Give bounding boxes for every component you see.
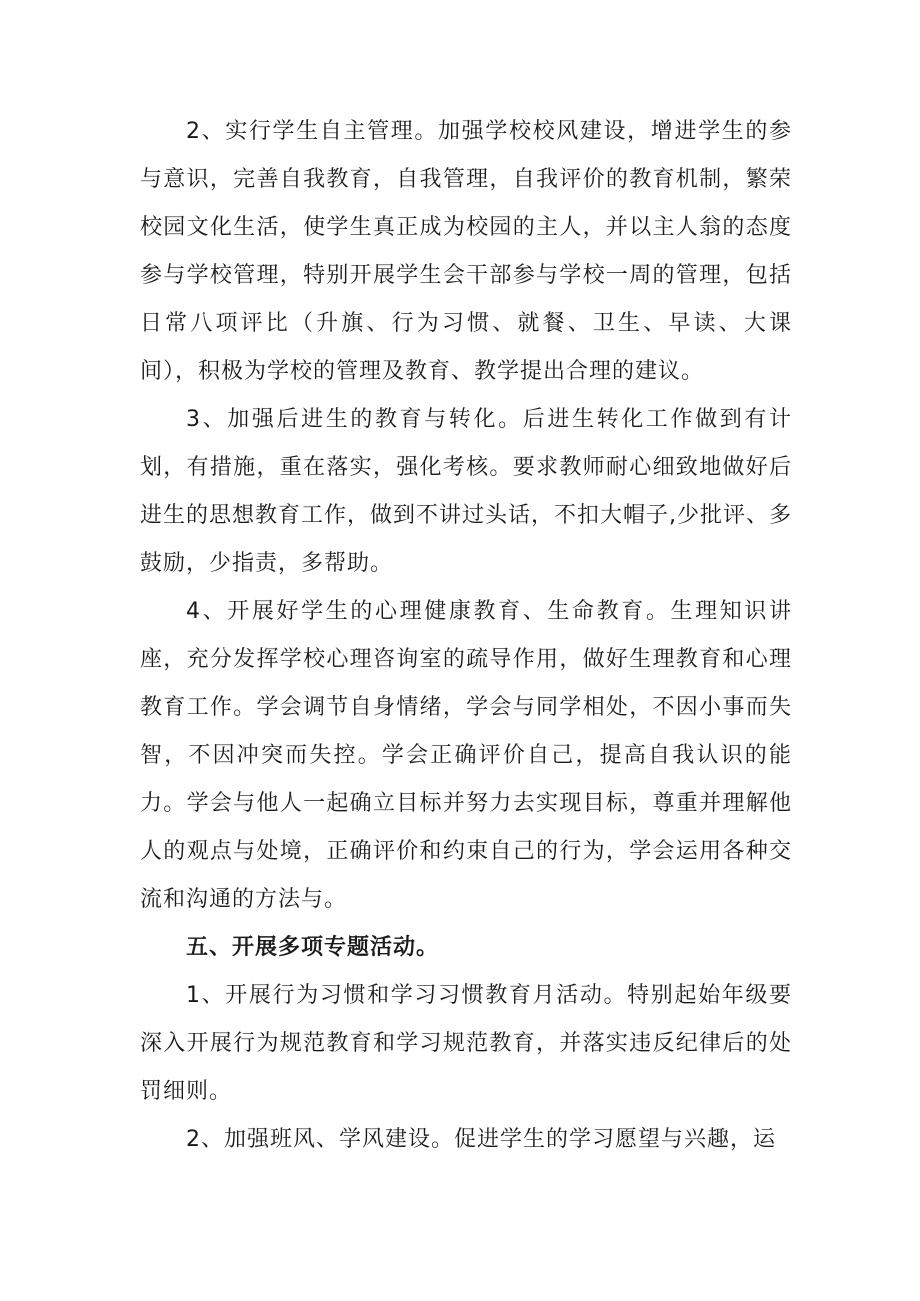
paragraph-mental-health: 4、开展好学生的心理健康教育、生命教育。生理知识讲座，充分发挥学校心理咨询室的疏导作用，做好生理教育和心理教育工作。学会调节自身情绪，学会与同学相处，不因小事而失智，不因冲突而失控。学会正确评价自己，提高自我认识的能力。学会与他人一起确立目标并努力去实现目标，尊重并理解他人的观点与处境，正确评价和约束自己的行为，学会运用各种交流和沟通的方法与。 [140, 599, 792, 912]
paragraph-class-style: 2、加强班风、学风建设。促进学生的学习愿望与兴趣，运 [186, 1127, 776, 1152]
paragraph-habits-month: 1、开展行为习惯和学习习惯教育月活动。特别起始年级要深入开展行为规范教育和学习规范教育，并落实违反纪律后的处罚细则。 [140, 983, 792, 1104]
paragraph-underachiever-education: 3、加强后进生的教育与转化。后进生转化工作做到有计划，有措施，重在落实，强化考核。要求教师耐心细致地做好后进生的思想教育工作，做到不讲过头话，不扣大帽子,少批评、多鼓励，少指责，多帮助。 [140, 407, 792, 576]
document-body [140, 108, 792, 1164]
paragraph-self-management: 2、实行学生自主管理。加强学校校风建设，增进学生的参与意识，完善自我教育，自我管理，自我评价的教育机制，繁荣校园文化生活，使学生真正成为校园的主人，并以主人翁的态度参与学校管理，特别开展学生会干部参与学校一周的管理，包括日常八项评比（升旗、行为习惯、就餐、卫生、早读、大课间），积极为学校的管理及教育、教学提出合理的建议。 [140, 119, 792, 384]
section-heading-special-activities: 五、开展多项专题活动。 [186, 935, 440, 960]
